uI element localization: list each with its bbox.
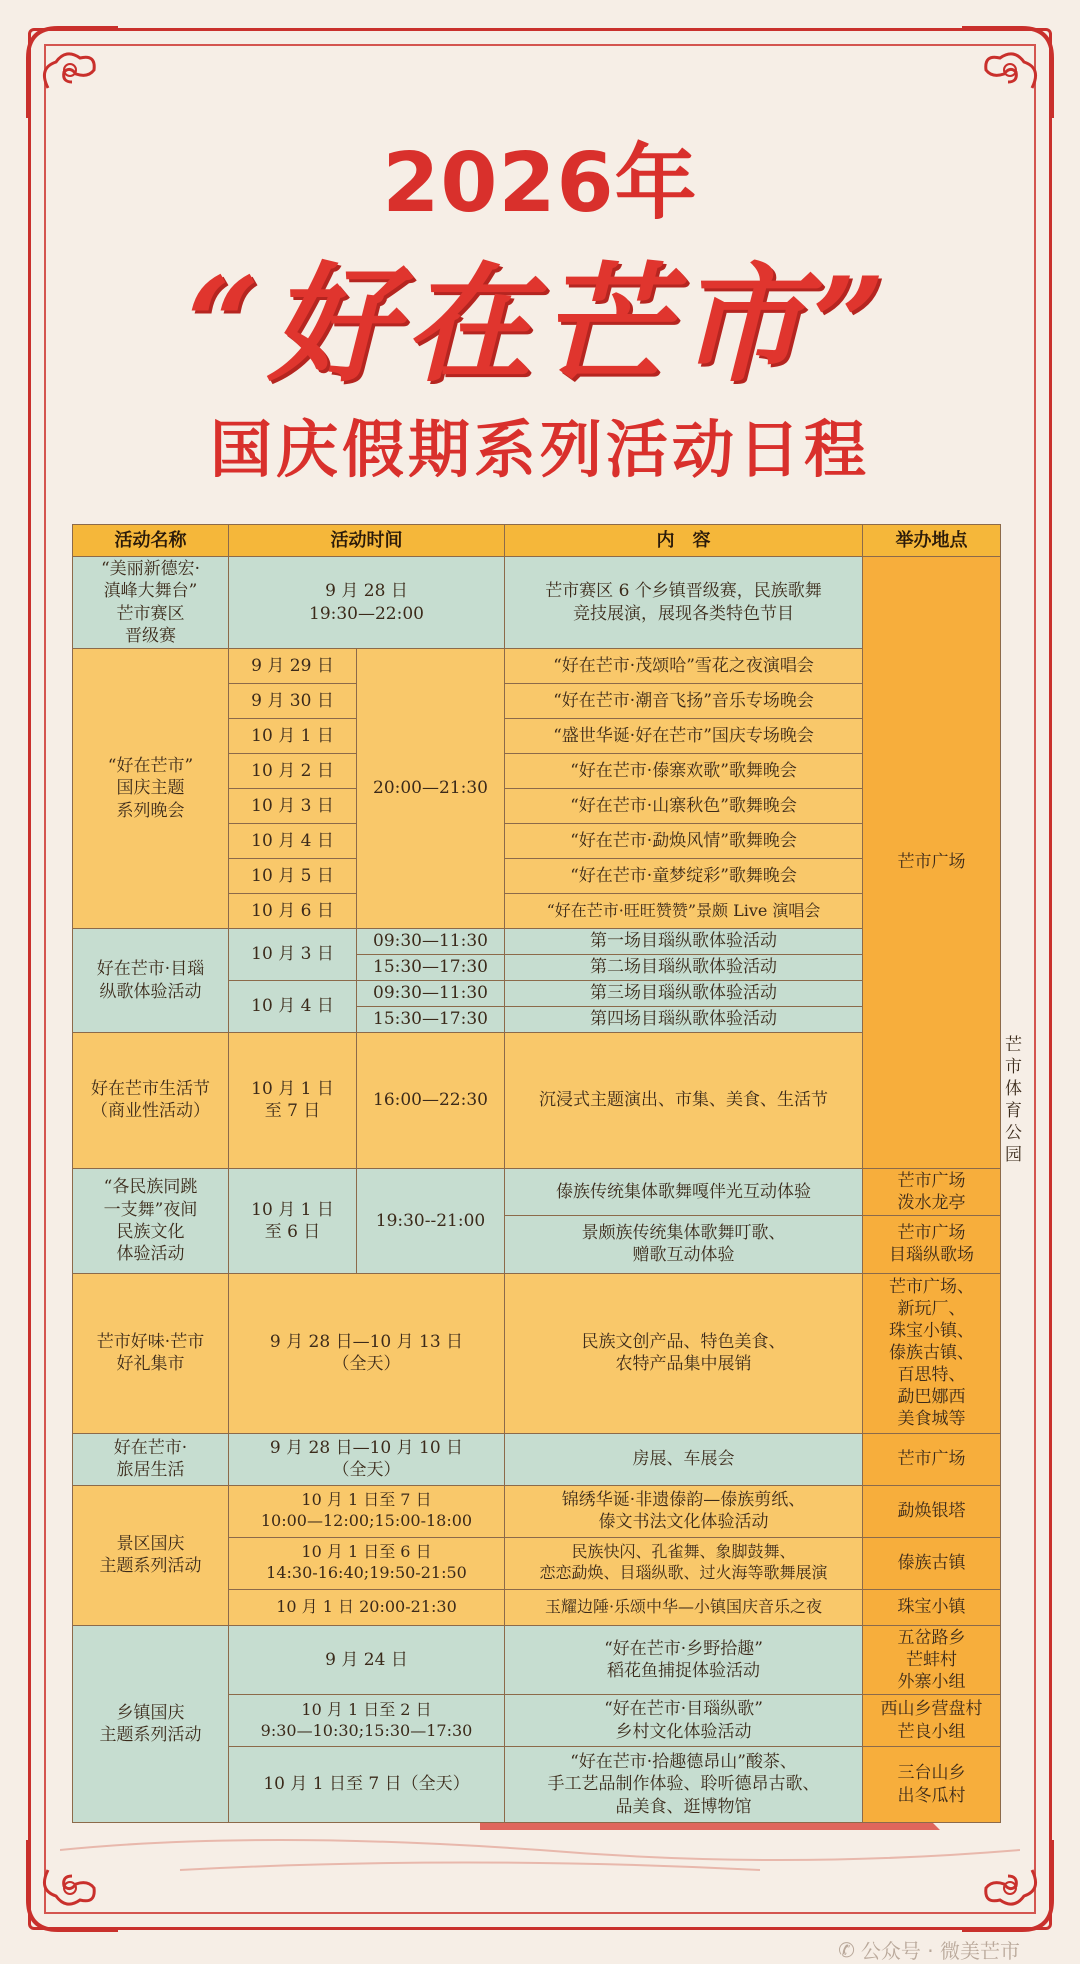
row-location: 勐焕银塔 xyxy=(863,1485,1001,1537)
cloud-ornament-icon xyxy=(18,18,128,128)
show-title: “好在芒市·山寨秋色”歌舞晚会 xyxy=(505,789,863,824)
row-location: 芒市广场 xyxy=(863,1433,1001,1485)
row-time: 9 月 28 日—10 月 13 日 （全天） xyxy=(229,1273,505,1433)
row-name: 芒市好味·芒市 好礼集市 xyxy=(73,1273,229,1433)
session-date: 10 月 3 日 xyxy=(229,929,357,981)
session-time: 09:30—11:30 xyxy=(357,981,505,1007)
row-time: 9 月 28 日 19:30—22:00 xyxy=(229,557,505,649)
header-location: 举办地点 xyxy=(863,525,1001,557)
row-content: 傣族传统集体歌舞嘎伴光互动体验 xyxy=(505,1168,863,1215)
show-title: “好在芒市·傣寨欢歌”歌舞晚会 xyxy=(505,754,863,789)
row-name: 好在芒市·目瑙 纵歌体验活动 xyxy=(73,929,229,1033)
show-date: 10 月 6 日 xyxy=(229,894,357,929)
show-title: “好在芒市·勐焕风情”歌舞晚会 xyxy=(505,824,863,859)
session-time: 15:30—17:30 xyxy=(357,1007,505,1033)
schedule-table: 活动名称 活动时间 内 容 举办地点 “美丽新德宏· 滇峰大舞台” 芒市赛区 晋级赛 9 月 28 日 19:30—22:00 芒市赛区 6 个乡镇晋级赛，民族歌舞 竞技展演，展现各类特色节目 芒市广场 “好在芒市” 国庆主题 系列晚会 9 月 29 日 20:00—21:30 “好在芒市·茂颂哈”雪花之夜演唱会 9 月 30 日 “好在芒市·潮音飞扬”音乐专场晚会 10 月 1 日 “盛世华诞·好在芒市”国庆专场晚会 10 月 2 日 “好在芒市·傣寨欢歌”歌舞晚会 10 月 3 日 “好在芒市·山寨秋色”歌舞晚会 10 月 4 日 “好在芒市·勐焕风情”歌舞晚会 10 月 5 日 “好在芒市·童梦绽彩”歌舞晚会 10 月 6 日 “好在芒市·旺旺赞赞”景颇 Live 演唱会 好在芒市·目瑙 纵歌体验活动 10 月 3 日 09:30—11:30 第一场目瑙纵歌体验活动 15:30—17:30 第二场目瑙纵歌体验活动 10 月 4 日 09:30—11:30 第三场目瑙纵歌体验活动 15:30—17:30 第四场目瑙纵歌体验活动 好在芒市生活节 （商业性活动） 10 月 1 日 至 7 日 16:00—22:30 沉浸式主题演出、市集、美食、生活节 芒市体育 公园 “各民族同跳 一支舞”夜间 民族文化 体验活动 10 月 1 日 至 6 日 19:30--21:00 傣族传统集体歌舞嘎伴光互动体验 芒市广场 泼水龙亭 景颇族传统集体歌舞叮歌、 赠歌互动体验 芒市广场 目瑙纵歌场 芒市好味·芒市 好礼集市 9 月 28 日—10 月 13 日 （全天） 民族文创产品、特色美食、 农特产品集中展销 芒市广场、 新玩厂、 珠宝小镇、 傣族古镇、 百思特、 勐巴娜西 美食城等 好在芒市· 旅居生活 9 月 28 日—10 月 10 日 （全天） 房展、车展会 芒市广场 景区国庆 主题系列活动 10 月 1 日至 7 日 10:00—12:00;15:00-18:00 锦绣华诞·非遗傣韵—傣族剪纸、 傣文书法文化体验活动 勐焕银塔 10 月 1 日至 6 日 14:30-16:40;19:50-21:50 民族快闪、孔雀舞、象脚鼓舞、 恋恋勐焕、目瑙纵歌、过火海等歌舞展演 傣族古镇 10 月 1 日 20:00-21:30 玉耀边陲·乐颂中华—小镇国庆音乐之夜 珠宝小镇 乡镇国庆 主题系列活动 9 月 24 日 “好在芒市·乡野拾趣” 稻花鱼捕捉体验活动 五岔路乡 芒蚌村 外寨小组 10 月 1 日至 2 日 9:30—10:30;15:30—17:30 “好在芒市·目瑙纵歌” 乡村文化体验活动 西山乡营盘村 芒良小组 10 月 1 日至 7 日（全天） “好在芒市·拾趣德昂山”酸茶、 手工艺品制作体验、聆听德昂古歌、 品美食、逛博物馆 三台山乡 出冬瓜村 xyxy=(72,524,1001,1823)
row-content: 玉耀边陲·乐颂中华—小镇国庆音乐之夜 xyxy=(505,1589,863,1625)
row-name: “各民族同跳 一支舞”夜间 民族文化 体验活动 xyxy=(73,1168,229,1273)
header-time: 活动时间 xyxy=(229,525,505,557)
show-time: 20:00—21:30 xyxy=(357,649,505,929)
row-content: “好在芒市·目瑙纵歌” 乡村文化体验活动 xyxy=(505,1695,863,1747)
schedule-table-wrap xyxy=(72,524,1022,1817)
row-time: 10 月 1 日至 2 日 9:30—10:30;15:30—17:30 xyxy=(229,1695,505,1747)
show-date: 9 月 29 日 xyxy=(229,649,357,684)
row-time: 10 月 1 日至 6 日 14:30-16:40;19:50-21:50 xyxy=(229,1537,505,1589)
row-name: 好在芒市生活节 （商业性活动） xyxy=(73,1033,229,1169)
session-title: 第一场目瑙纵歌体验活动 xyxy=(505,929,863,955)
row-location: 芒市广场 泼水龙亭 xyxy=(863,1168,1001,1215)
show-date: 10 月 2 日 xyxy=(229,754,357,789)
row-name: “好在芒市” 国庆主题 系列晚会 xyxy=(73,649,229,929)
row-content: “好在芒市·拾趣德昂山”酸茶、 手工艺品制作体验、聆听德昂古歌、 品美食、逛博物馆 xyxy=(505,1747,863,1823)
row-time: 10 月 1 日至 7 日 10:00—12:00;15:00-18:00 xyxy=(229,1485,505,1537)
row-date: 10 月 1 日 至 6 日 xyxy=(229,1168,357,1273)
row-content: 景颇族传统集体歌舞叮歌、 赠歌互动体验 xyxy=(505,1215,863,1273)
row-content: 房展、车展会 xyxy=(505,1433,863,1485)
show-date: 10 月 1 日 xyxy=(229,719,357,754)
session-title: 第二场目瑙纵歌体验活动 xyxy=(505,955,863,981)
row-location: 五岔路乡 芒蚌村 外寨小组 xyxy=(863,1625,1001,1694)
row-time: 9 月 28 日—10 月 10 日 （全天） xyxy=(229,1433,505,1485)
watermark-text: 公众号 · 微美芒市 xyxy=(860,1939,1020,1963)
session-title: 第三场目瑙纵歌体验活动 xyxy=(505,981,863,1007)
title-year: 2026年 xyxy=(382,136,698,231)
show-date: 10 月 5 日 xyxy=(229,859,357,894)
row-content: 沉浸式主题演出、市集、美食、生活节 xyxy=(505,1033,863,1169)
subtitle: 国庆假期系列活动日程 xyxy=(209,413,870,486)
row-content: 民族快闪、孔雀舞、象脚鼓舞、 恋恋勐焕、目瑙纵歌、过火海等歌舞展演 xyxy=(505,1537,863,1589)
row-name: 景区国庆 主题系列活动 xyxy=(73,1485,229,1625)
header-name: 活动名称 xyxy=(73,525,229,557)
row-name: “美丽新德宏· 滇峰大舞台” 芒市赛区 晋级赛 xyxy=(73,557,229,649)
wechat-icon: ✆ xyxy=(838,1937,855,1962)
session-time: 15:30—17:30 xyxy=(357,955,505,981)
row-content: “好在芒市·乡野拾趣” 稻花鱼捕捉体验活动 xyxy=(505,1625,863,1694)
show-title: “好在芒市·旺旺赞赞”景颇 Live 演唱会 xyxy=(505,894,863,929)
session-time: 09:30—11:30 xyxy=(357,929,505,955)
show-date: 10 月 4 日 xyxy=(229,824,357,859)
row-date: 10 月 1 日 至 7 日 xyxy=(229,1033,357,1169)
row-time: 9 月 24 日 xyxy=(229,1625,505,1694)
row-location: 西山乡营盘村 芒良小组 xyxy=(863,1695,1001,1747)
row-location: 芒市广场 目瑙纵歌场 xyxy=(863,1215,1001,1273)
row-time: 10 月 1 日 20:00-21:30 xyxy=(229,1589,505,1625)
cloud-ornament-icon xyxy=(952,18,1062,128)
header-content: 内 容 xyxy=(505,525,863,557)
row-content: 民族文创产品、特色美食、 农特产品集中展销 xyxy=(505,1273,863,1433)
show-date: 9 月 30 日 xyxy=(229,684,357,719)
row-time: 16:00—22:30 xyxy=(357,1033,505,1169)
row-content: 芒市赛区 6 个乡镇晋级赛，民族歌舞 竞技展演，展现各类特色节目 xyxy=(505,557,863,649)
row-location: 珠宝小镇 xyxy=(863,1589,1001,1625)
show-title: “好在芒市·潮音飞扬”音乐专场晚会 xyxy=(505,684,863,719)
session-title: 第四场目瑙纵歌体验活动 xyxy=(505,1007,863,1033)
row-time: 10 月 1 日至 7 日（全天） xyxy=(229,1747,505,1823)
row-location: 三台山乡 出冬瓜村 xyxy=(863,1747,1001,1823)
show-title: “盛世华诞·好在芒市”国庆专场晚会 xyxy=(505,719,863,754)
row-time: 19:30--21:00 xyxy=(357,1168,505,1273)
session-date: 10 月 4 日 xyxy=(229,981,357,1033)
show-title: “好在芒市·童梦绽彩”歌舞晚会 xyxy=(505,859,863,894)
row-name: 乡镇国庆 主题系列活动 xyxy=(73,1625,229,1822)
watermark xyxy=(838,1935,1020,1964)
show-title: “好在芒市·茂颂哈”雪花之夜演唱会 xyxy=(505,649,863,684)
show-date: 10 月 3 日 xyxy=(229,789,357,824)
row-content: 锦绣华诞·非遗傣韵—傣族剪纸、 傣文书法文化体验活动 xyxy=(505,1485,863,1537)
row-location: 芒市广场 xyxy=(863,557,1001,1169)
main-title: “好在芒市” xyxy=(186,250,894,400)
row-name: 好在芒市· 旅居生活 xyxy=(73,1433,229,1485)
row-location: 芒市广场、 新玩厂、 珠宝小镇、 傣族古镇、 百思特、 勐巴娜西 美食城等 xyxy=(863,1273,1001,1433)
row-location: 傣族古镇 xyxy=(863,1537,1001,1589)
